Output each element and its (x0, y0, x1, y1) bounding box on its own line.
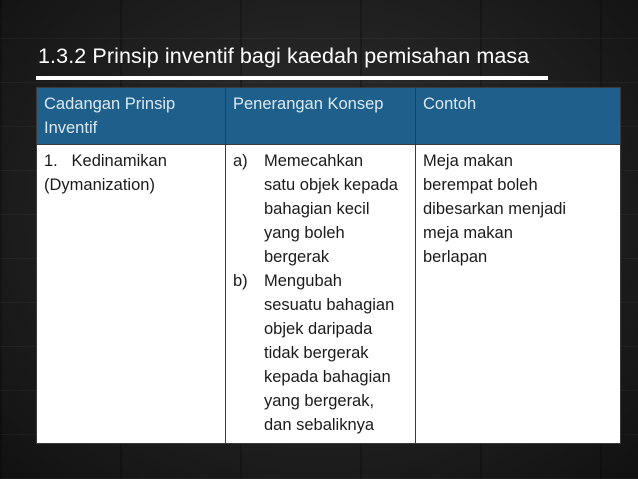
principle-line: 1. Kedinamikan (44, 152, 167, 170)
concept-line: Mengubah (264, 272, 342, 290)
example-line: meja makan (423, 224, 513, 242)
example-line: dibesarkan menjadi (423, 200, 567, 218)
concept-line: Memecahkan (264, 152, 364, 170)
concept-line: tidak bergerak (264, 344, 369, 362)
concept-line: objek daripada (264, 320, 373, 338)
cell-example (416, 145, 621, 444)
table-header-row (37, 88, 621, 145)
header-principle-line: Inventif (44, 119, 98, 137)
concept-item-a (233, 149, 409, 269)
header-example: Contoh (416, 88, 621, 145)
example-line: Meja makan (423, 152, 513, 170)
principle-table (36, 87, 621, 444)
concept-line: kepada bahagian (264, 368, 391, 386)
concept-line: yang bergerak, (264, 392, 375, 410)
list-marker: b) (233, 272, 248, 290)
header-principle (37, 88, 226, 145)
header-concept: Penerangan Konsep (226, 88, 416, 145)
header-principle-line: Cadangan Prinsip (44, 95, 176, 113)
table-row (37, 145, 621, 444)
concept-item-b (233, 269, 409, 437)
example-line: berempat boleh (423, 176, 538, 194)
list-marker: a) (233, 152, 248, 170)
slide-title: 1.3.2 Prinsip inventif bagi kaedah pemisahan masa (38, 44, 530, 68)
concept-line: yang boleh (264, 224, 345, 242)
cell-concept (226, 145, 416, 444)
title-underline (36, 76, 548, 80)
example-line: berlapan (423, 248, 488, 266)
principle-line: (Dymanization) (44, 176, 155, 194)
cell-principle (37, 145, 226, 444)
concept-line: dan sebaliknya (264, 416, 375, 434)
concept-line: sesuatu bahagian (264, 296, 395, 314)
concept-line: bahagian kecil (264, 200, 370, 218)
concept-line: satu objek kepada (264, 176, 398, 194)
concept-line: bergerak (264, 248, 330, 266)
